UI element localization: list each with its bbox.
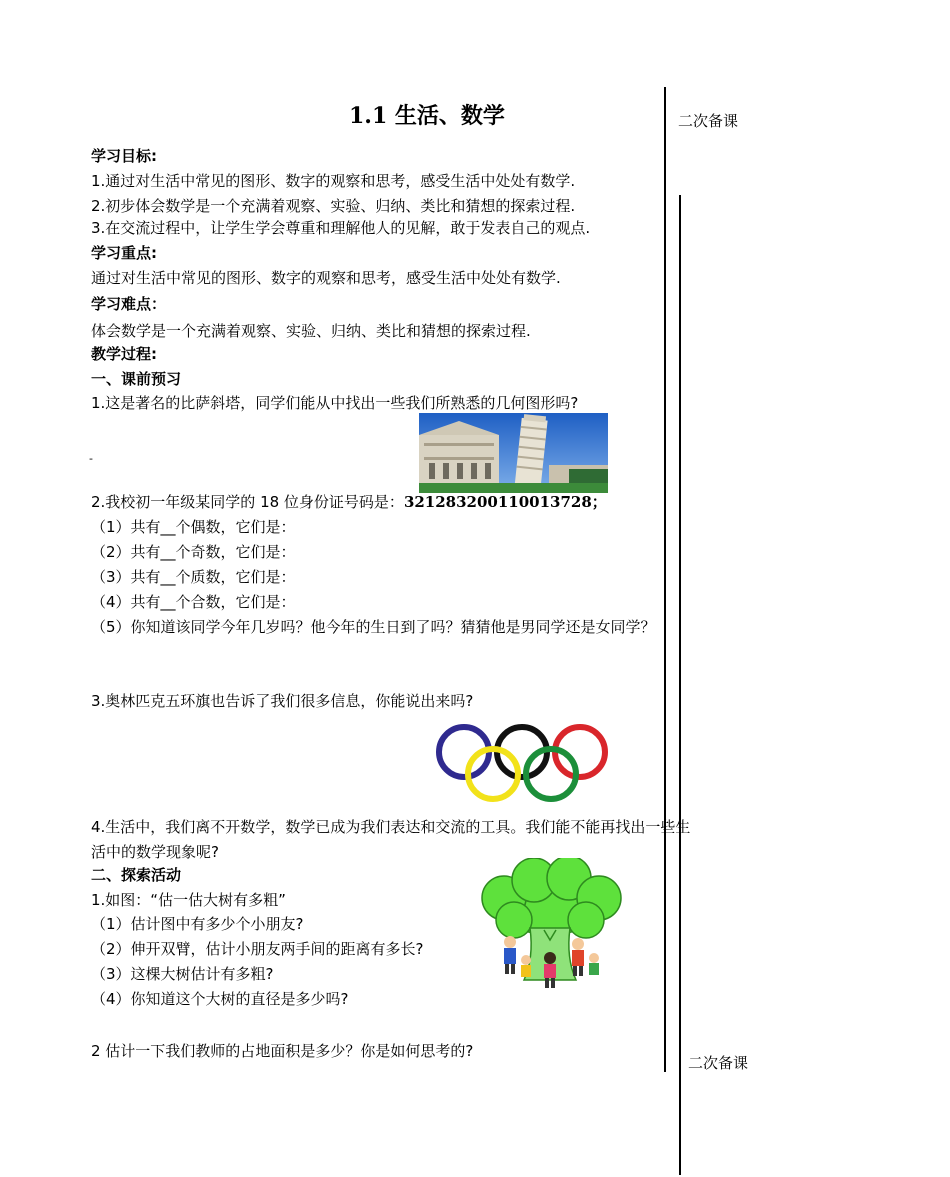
section2-q1: 1.如图：“估一估大树有多粗” [91, 891, 286, 909]
q2-sub-item: （2）共有__个奇数，它们是： [91, 543, 296, 561]
q2-sub-item: （5）你知道该同学今年几岁吗？他今年的生日到了吗？猜猜他是男同学还是女同学？ [91, 618, 656, 636]
q2-sub-item: （3）共有__个质数，它们是： [91, 568, 296, 586]
key-points-text: 通过对生活中常见的图形、数字的观察和思考，感受生活中处处有数学. [91, 269, 561, 287]
section1-q2 [91, 492, 607, 512]
pisa-tower-illustration [419, 413, 608, 493]
section1-q1: 1.这是著名的比萨斜塔，同学们能从中找出一些我们所熟悉的几何图形吗? [91, 394, 579, 412]
page-title: 1.1 生活、数学 [349, 103, 505, 129]
objective-item: 1.通过对生活中常见的图形、数字的观察和思考，感受生活中处处有数学. [91, 172, 576, 190]
pisa-tower-photo [419, 413, 608, 493]
difficulties-text: 体会数学是一个充满着观察、实验、归纳、类比和猜想的探索过程. [91, 322, 531, 340]
objectives-heading: 学习目标: [91, 147, 157, 165]
section1-q2-prefix: 2.我校初一年级某同学的 18 位身份证号码是： [91, 493, 404, 511]
margin-divider-right [679, 195, 681, 1175]
stray-dash: - [89, 452, 93, 465]
tree-illustration [474, 858, 626, 990]
section1-q3: 3.奥林匹克五环旗也告诉了我们很多信息，你能说出来吗? [91, 692, 474, 710]
q2-sub-item: （4）共有__个合数，它们是： [91, 593, 296, 611]
q1-sub-item: （1）估计图中有多少个小朋友? [91, 915, 304, 933]
objective-item: 2.初步体会数学是一个充满着观察、实验、归纳、类比和猜想的探索过程. [91, 197, 576, 215]
objective-item: 3.在交流过程中，让学生学会尊重和理解他人的见解，敢于发表自己的观点. [91, 219, 591, 237]
olympic-rings-illustration [432, 722, 612, 804]
big-tree-with-kids [474, 858, 626, 990]
margin-divider-left [664, 87, 666, 1072]
section2-heading: 二、探索活动 [91, 866, 182, 884]
id-number: 321283200110013728； [403, 493, 607, 511]
side-note-bottom: 二次备课 [688, 1054, 749, 1072]
difficulties-heading: 学习难点： [91, 295, 167, 313]
section1-q4-line2: 活中的数学现象呢? [91, 843, 219, 861]
q2-sub-item: （1）共有__个偶数，它们是： [91, 518, 296, 536]
q1-sub-item: （3）这棵大树估计有多粗? [91, 965, 274, 983]
key-points-heading: 学习重点: [91, 244, 157, 262]
section2-q2: 2 估计一下我们教师的占地面积是多少？你是如何思考的? [91, 1042, 474, 1060]
q1-sub-item: （4）你知道这个大树的直径是多少吗? [91, 990, 349, 1008]
q1-sub-item: （2）伸开双臂，估计小朋友两手间的距离有多长? [91, 940, 424, 958]
process-heading: 教学过程: [91, 345, 157, 363]
side-note-top: 二次备课 [678, 112, 739, 130]
olympic-rings [432, 722, 612, 804]
section1-q4-line1: 4.生活中，我们离不开数学，数学已成为我们表达和交流的工具。我们能不能再找出一些生 [91, 818, 691, 836]
section1-heading: 一、课前预习 [91, 370, 182, 388]
